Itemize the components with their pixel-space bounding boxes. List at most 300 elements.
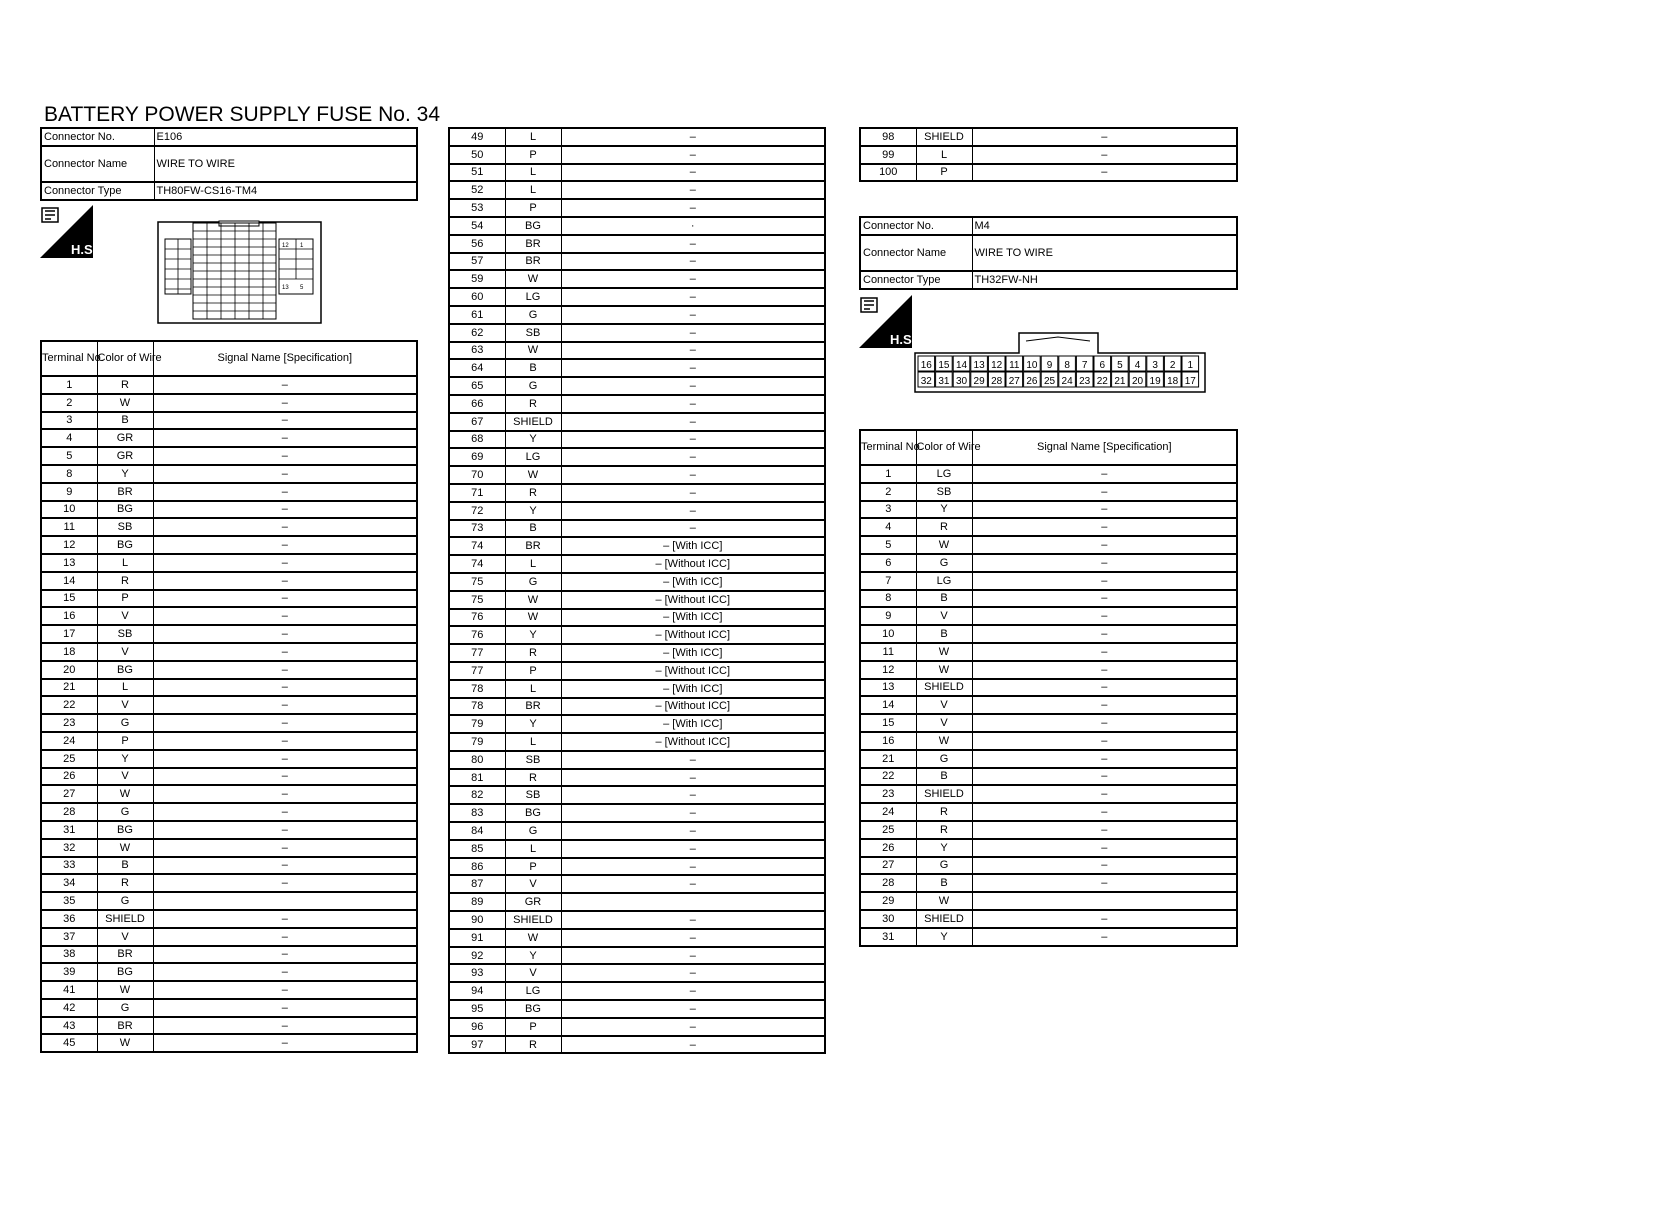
signal-name-cell: – xyxy=(972,590,1237,608)
wire-color-cell: GR xyxy=(505,893,561,911)
wire-color-cell: W xyxy=(97,785,153,803)
signal-name-cell: – [Without ICC] xyxy=(561,555,825,573)
signal-name-cell: – xyxy=(153,679,417,697)
wire-color-cell: SB xyxy=(916,483,972,501)
connector-e106-face-icon xyxy=(157,221,322,324)
signal-name-cell: – xyxy=(153,946,417,964)
signal-name-cell: – xyxy=(561,751,825,769)
signal-name-cell: – xyxy=(972,146,1237,164)
table-row xyxy=(449,413,825,431)
table-row xyxy=(860,501,1237,519)
table-row xyxy=(860,554,1237,572)
signal-name-cell: – xyxy=(153,696,417,714)
terminal-no-cell: 9 xyxy=(860,607,916,625)
table-row xyxy=(860,696,1237,714)
signal-name-cell: – xyxy=(153,625,417,643)
terminal-no-cell: 23 xyxy=(860,785,916,803)
table-row xyxy=(449,911,825,929)
wire-color-cell: W xyxy=(505,929,561,947)
table-row xyxy=(449,1018,825,1036)
table-row xyxy=(860,128,1237,146)
terminal-no-cell: 29 xyxy=(860,892,916,910)
table-row xyxy=(449,858,825,876)
terminal-no-cell: 1 xyxy=(41,376,97,394)
table-row xyxy=(449,342,825,360)
terminal-table-m4 xyxy=(859,429,1238,947)
table-row xyxy=(41,785,417,803)
terminal-no-cell: 83 xyxy=(449,804,505,822)
wire-color-cell: Y xyxy=(916,501,972,519)
wire-color-cell: R xyxy=(97,572,153,590)
terminal-no-cell: 6 xyxy=(860,554,916,572)
signal-name-cell: – xyxy=(153,785,417,803)
terminal-no-cell: 8 xyxy=(860,590,916,608)
wire-color-cell: P xyxy=(505,199,561,217)
page-title: BATTERY POWER SUPPLY FUSE No. 34 xyxy=(44,103,441,126)
terminal-no-cell: 16 xyxy=(860,732,916,750)
wire-color-cell: V xyxy=(97,696,153,714)
signal-name-cell: – xyxy=(153,447,417,465)
connector-no-value: M4 xyxy=(972,217,1237,235)
wire-color-cell: L xyxy=(505,680,561,698)
terminal-no-cell: 79 xyxy=(449,715,505,733)
signal-name-cell: – xyxy=(153,910,417,928)
terminal-no-cell: 96 xyxy=(449,1018,505,1036)
wire-color-cell: BG xyxy=(97,963,153,981)
terminal-no-cell: 10 xyxy=(860,625,916,643)
table-row xyxy=(860,536,1237,554)
wire-color-cell: G xyxy=(505,822,561,840)
signal-name-cell: – xyxy=(972,803,1237,821)
table-row xyxy=(449,893,825,911)
terminal-no-cell: 3 xyxy=(41,412,97,430)
wire-color-cell: P xyxy=(505,1018,561,1036)
connector-type-label: Connector Type xyxy=(860,271,972,289)
terminal-no-cell: 51 xyxy=(449,164,505,182)
wire-color-cell: Y xyxy=(505,431,561,449)
connector-no-label: Connector No. xyxy=(860,217,972,235)
wire-color-cell: R xyxy=(505,395,561,413)
signal-name-cell: – xyxy=(153,394,417,412)
wire-color-cell: BR xyxy=(97,1017,153,1035)
signal-name-cell: – [With ICC] xyxy=(561,644,825,662)
table-row xyxy=(860,857,1237,875)
m4-pin-label: 24 xyxy=(1061,376,1073,387)
table-row xyxy=(860,785,1237,803)
signal-name-cell: – xyxy=(561,306,825,324)
terminal-no-cell: 20 xyxy=(41,661,97,679)
wire-color-cell: BR xyxy=(505,698,561,716)
wire-color-cell: V xyxy=(97,768,153,786)
terminal-no-cell: 37 xyxy=(41,928,97,946)
connector-name-label: Connector Name xyxy=(41,146,154,182)
table-row xyxy=(41,554,417,572)
signal-name-cell: – xyxy=(153,821,417,839)
connector-name-value: WIRE TO WIRE xyxy=(972,235,1237,271)
m4-pin-label: 30 xyxy=(955,376,968,387)
terminal-no-cell: 22 xyxy=(860,768,916,786)
signal-name-cell: – xyxy=(153,590,417,608)
wire-color-cell: Y xyxy=(505,502,561,520)
table-row xyxy=(860,572,1237,590)
table-row xyxy=(860,146,1237,164)
signal-name-cell: – xyxy=(972,928,1237,946)
wire-color-cell: Y xyxy=(97,750,153,768)
wire-color-cell: B xyxy=(916,590,972,608)
terminal-no-cell: 98 xyxy=(860,128,916,146)
terminal-no-cell: 93 xyxy=(449,964,505,982)
signal-name-cell xyxy=(153,892,417,910)
terminal-no-cell: 78 xyxy=(449,698,505,716)
terminal-no-cell: 24 xyxy=(860,803,916,821)
table-row xyxy=(449,1036,825,1054)
table-row xyxy=(449,431,825,449)
terminal-no-cell: 65 xyxy=(449,377,505,395)
wire-color-cell: LG xyxy=(505,288,561,306)
table-row xyxy=(449,982,825,1000)
table-row xyxy=(41,483,417,501)
table-row xyxy=(41,518,417,536)
connector-no-value: E106 xyxy=(154,128,417,146)
wire-color-cell: SHIELD xyxy=(916,910,972,928)
table-row xyxy=(41,643,417,661)
terminal-no-cell: 14 xyxy=(860,696,916,714)
signal-name-cell: – xyxy=(972,785,1237,803)
signal-name-cell: – xyxy=(561,395,825,413)
table-row xyxy=(449,1000,825,1018)
m4-pin-label: 18 xyxy=(1167,376,1179,387)
signal-name-cell: – xyxy=(561,947,825,965)
terminal-no-cell: 71 xyxy=(449,484,505,502)
m4-pin-label: 4 xyxy=(1134,360,1141,371)
signal-name-cell: – xyxy=(561,875,825,893)
m4-pin-label: 22 xyxy=(1096,376,1108,387)
table-row xyxy=(860,803,1237,821)
terminal-no-cell: 5 xyxy=(860,536,916,554)
terminal-no-cell: 12 xyxy=(860,661,916,679)
m4-pin-label: 12 xyxy=(991,360,1003,371)
table-row xyxy=(449,609,825,627)
table-row xyxy=(449,715,825,733)
signal-name-cell: – xyxy=(561,1018,825,1036)
signal-name-cell: – xyxy=(561,1036,825,1054)
table-row xyxy=(449,786,825,804)
signal-name-cell: – xyxy=(561,359,825,377)
connector-m4-face-icon xyxy=(914,331,1206,393)
table-row xyxy=(860,892,1237,910)
terminal-no-cell: 24 xyxy=(41,732,97,750)
terminal-no-cell: 95 xyxy=(449,1000,505,1018)
terminal-no-cell: 90 xyxy=(449,911,505,929)
signal-name-cell: – xyxy=(561,448,825,466)
wire-color-cell: Y xyxy=(505,626,561,644)
table-row xyxy=(860,164,1237,182)
signal-name-cell: – xyxy=(972,661,1237,679)
table-row xyxy=(449,733,825,751)
wire-color-cell: W xyxy=(505,609,561,627)
m4-pin-label: 19 xyxy=(1149,376,1161,387)
terminal-no-cell: 62 xyxy=(449,324,505,342)
terminal-no-cell: 81 xyxy=(449,769,505,787)
table-row xyxy=(449,573,825,591)
signal-name-cell: – xyxy=(972,714,1237,732)
signal-name-cell: – xyxy=(153,607,417,625)
table-row xyxy=(860,714,1237,732)
signal-name-cell: – [Without ICC] xyxy=(561,662,825,680)
terminal-no-cell: 85 xyxy=(449,840,505,858)
wire-color-cell: SB xyxy=(505,786,561,804)
signal-name-cell: – xyxy=(153,501,417,519)
signal-name-cell: – xyxy=(153,839,417,857)
signal-name-cell: – xyxy=(561,164,825,182)
terminal-table-e106-part2 xyxy=(448,127,826,1054)
wire-color-cell: L xyxy=(505,840,561,858)
table-row xyxy=(41,857,417,875)
terminal-no-cell: 76 xyxy=(449,626,505,644)
signal-name-cell: – xyxy=(153,1034,417,1052)
signal-name-cell: – xyxy=(561,199,825,217)
wire-color-cell: G xyxy=(916,857,972,875)
signal-name-cell: – xyxy=(153,999,417,1017)
table-row xyxy=(449,680,825,698)
connector-no-label: Connector No. xyxy=(41,128,154,146)
wire-color-cell: SB xyxy=(505,324,561,342)
table-row xyxy=(449,520,825,538)
terminal-no-cell: 4 xyxy=(860,518,916,536)
m4-pin-label: 16 xyxy=(920,360,932,371)
wire-color-cell: W xyxy=(916,732,972,750)
wire-color-cell: P xyxy=(505,662,561,680)
table-row xyxy=(41,839,417,857)
wire-color-cell: SHIELD xyxy=(916,785,972,803)
table-row xyxy=(41,465,417,483)
table-row xyxy=(41,1034,417,1052)
signal-name-cell: – xyxy=(972,768,1237,786)
signal-name-cell: – [Without ICC] xyxy=(561,698,825,716)
table-row xyxy=(449,751,825,769)
signal-name-cell: · xyxy=(561,217,825,235)
terminal-no-cell: 34 xyxy=(41,874,97,892)
signal-name-cell: – xyxy=(561,911,825,929)
m4-pin-label: 9 xyxy=(1046,360,1053,371)
table-row xyxy=(449,502,825,520)
signal-name-cell: – xyxy=(972,696,1237,714)
signal-name-cell: – xyxy=(561,840,825,858)
signal-name-cell: – xyxy=(972,821,1237,839)
signal-name-cell: – xyxy=(972,857,1237,875)
table-row xyxy=(41,999,417,1017)
wire-color-cell: G xyxy=(505,377,561,395)
m4-pin-label: 17 xyxy=(1184,376,1196,387)
wire-color-cell: LG xyxy=(916,572,972,590)
terminal-no-cell: 15 xyxy=(860,714,916,732)
terminal-no-cell: 13 xyxy=(41,554,97,572)
table-row xyxy=(449,448,825,466)
wire-color-cell: B xyxy=(916,625,972,643)
terminal-no-cell: 3 xyxy=(860,501,916,519)
harness-side-icon xyxy=(40,205,97,258)
terminal-no-cell: 74 xyxy=(449,555,505,573)
terminal-no-cell: 94 xyxy=(449,982,505,1000)
wire-color-cell: L xyxy=(505,164,561,182)
signal-name-cell: – xyxy=(972,643,1237,661)
signal-name-cell: – xyxy=(972,483,1237,501)
table-row xyxy=(860,679,1237,697)
wire-color-cell: SB xyxy=(505,751,561,769)
table-row xyxy=(449,804,825,822)
wire-color-cell: R xyxy=(916,821,972,839)
terminal-no-cell: 64 xyxy=(449,359,505,377)
wire-color-cell: BG xyxy=(505,804,561,822)
table-row xyxy=(860,750,1237,768)
signal-name-cell: – [With ICC] xyxy=(561,715,825,733)
terminal-no-cell: 56 xyxy=(449,235,505,253)
wire-color-cell: R xyxy=(97,376,153,394)
terminal-no-cell: 11 xyxy=(41,518,97,536)
m4-pin-label: 21 xyxy=(1114,376,1126,387)
terminal-no-cell: 99 xyxy=(860,146,916,164)
terminal-no-cell: 75 xyxy=(449,591,505,609)
table-row xyxy=(860,590,1237,608)
wire-color-cell: V xyxy=(916,607,972,625)
terminal-table-e106-part3 xyxy=(859,127,1238,182)
signal-name-cell: – xyxy=(561,858,825,876)
signal-name-cell: – [With ICC] xyxy=(561,537,825,555)
wire-color-cell: P xyxy=(505,146,561,164)
terminal-no-cell: 63 xyxy=(449,342,505,360)
table-row xyxy=(449,324,825,342)
m4-pin-label: 25 xyxy=(1043,376,1056,387)
table-row xyxy=(41,394,417,412)
signal-name-cell: – xyxy=(561,235,825,253)
signal-name-cell: – xyxy=(561,786,825,804)
wire-color-cell: G xyxy=(916,554,972,572)
signal-name-cell: – xyxy=(972,554,1237,572)
table-row xyxy=(449,181,825,199)
signal-name-cell: – [Without ICC] xyxy=(561,626,825,644)
signal-name-cell: – xyxy=(972,732,1237,750)
wire-color-cell: SHIELD xyxy=(505,911,561,929)
wire-color-cell: W xyxy=(505,466,561,484)
wire-color-cell: GR xyxy=(97,447,153,465)
wire-color-cell: LG xyxy=(505,982,561,1000)
wire-color-cell: R xyxy=(97,874,153,892)
signal-name-cell: – xyxy=(561,253,825,271)
table-row xyxy=(860,518,1237,536)
table-row xyxy=(41,429,417,447)
terminal-no-cell: 43 xyxy=(41,1017,97,1035)
signal-name-cell: – xyxy=(972,625,1237,643)
wire-color-cell: LG xyxy=(916,465,972,483)
m4-pin-label: 13 xyxy=(973,360,985,371)
wire-color-cell: W xyxy=(505,591,561,609)
wire-color-cell: V xyxy=(505,964,561,982)
terminal-table-e106-part1 xyxy=(40,340,418,1053)
table-row xyxy=(449,253,825,271)
table-row xyxy=(41,696,417,714)
terminal-no-cell: 7 xyxy=(860,572,916,590)
table-row xyxy=(449,644,825,662)
signal-name-cell: – xyxy=(972,874,1237,892)
wire-color-cell: BG xyxy=(505,1000,561,1018)
terminal-no-cell: 31 xyxy=(860,928,916,946)
table-row xyxy=(449,164,825,182)
wire-color-cell: G xyxy=(505,573,561,591)
wire-color-cell: BR xyxy=(505,537,561,555)
wire-color-cell: LG xyxy=(505,448,561,466)
signal-name-cell: – xyxy=(153,1017,417,1035)
terminal-no-cell: 28 xyxy=(41,803,97,821)
wire-color-cell: W xyxy=(97,839,153,857)
connector-info-m4 xyxy=(859,216,1238,290)
wire-color-cell: R xyxy=(916,803,972,821)
signal-name-cell: – xyxy=(561,270,825,288)
terminal-no-cell: 16 xyxy=(41,607,97,625)
wire-color-cell: W xyxy=(97,1034,153,1052)
signal-name-cell: – xyxy=(561,822,825,840)
terminal-no-cell: 4 xyxy=(41,429,97,447)
terminal-no-cell: 77 xyxy=(449,662,505,680)
m4-pin-label: 23 xyxy=(1079,376,1091,387)
signal-name-cell: – xyxy=(153,518,417,536)
m4-pin-label: 8 xyxy=(1064,360,1070,371)
terminal-no-cell: 53 xyxy=(449,199,505,217)
signal-name-cell: – xyxy=(561,288,825,306)
table-row xyxy=(449,235,825,253)
terminal-no-cell: 80 xyxy=(449,751,505,769)
wire-color-cell: W xyxy=(916,643,972,661)
wire-color-cell: SHIELD xyxy=(505,413,561,431)
table-row xyxy=(41,607,417,625)
table-row xyxy=(860,643,1237,661)
hs-label: H.S. xyxy=(890,332,916,347)
m4-pin-label: 7 xyxy=(1081,360,1088,371)
terminal-no-cell: 69 xyxy=(449,448,505,466)
terminal-no-cell: 9 xyxy=(41,483,97,501)
signal-name-cell: – xyxy=(561,342,825,360)
wire-color-cell: G xyxy=(97,803,153,821)
terminal-no-cell: 25 xyxy=(860,821,916,839)
table-row xyxy=(41,661,417,679)
signal-name-cell: – xyxy=(561,769,825,787)
signal-name-cell: – xyxy=(561,1000,825,1018)
table-row xyxy=(449,199,825,217)
terminal-no-cell: 10 xyxy=(41,501,97,519)
signal-name-cell: – xyxy=(972,607,1237,625)
table-row xyxy=(41,963,417,981)
terminal-no-cell: 1 xyxy=(860,465,916,483)
wire-color-cell: W xyxy=(505,270,561,288)
wire-color-cell: BR xyxy=(505,235,561,253)
wire-color-cell: BR xyxy=(97,483,153,501)
table-row xyxy=(860,483,1237,501)
wire-color-cell: W xyxy=(505,342,561,360)
terminal-no-header: Terminal No. xyxy=(41,341,97,376)
signal-name-cell: – xyxy=(561,804,825,822)
table-row xyxy=(449,698,825,716)
signal-name-cell: – xyxy=(153,714,417,732)
table-row xyxy=(860,768,1237,786)
terminal-no-cell: 72 xyxy=(449,502,505,520)
terminal-no-cell: 26 xyxy=(860,839,916,857)
terminal-no-cell: 89 xyxy=(449,893,505,911)
wire-color-cell: BG xyxy=(97,821,153,839)
table-row xyxy=(449,929,825,947)
signal-name-cell: – xyxy=(972,518,1237,536)
signal-name-cell: – xyxy=(153,732,417,750)
signal-name-cell: – xyxy=(153,429,417,447)
table-row xyxy=(449,626,825,644)
